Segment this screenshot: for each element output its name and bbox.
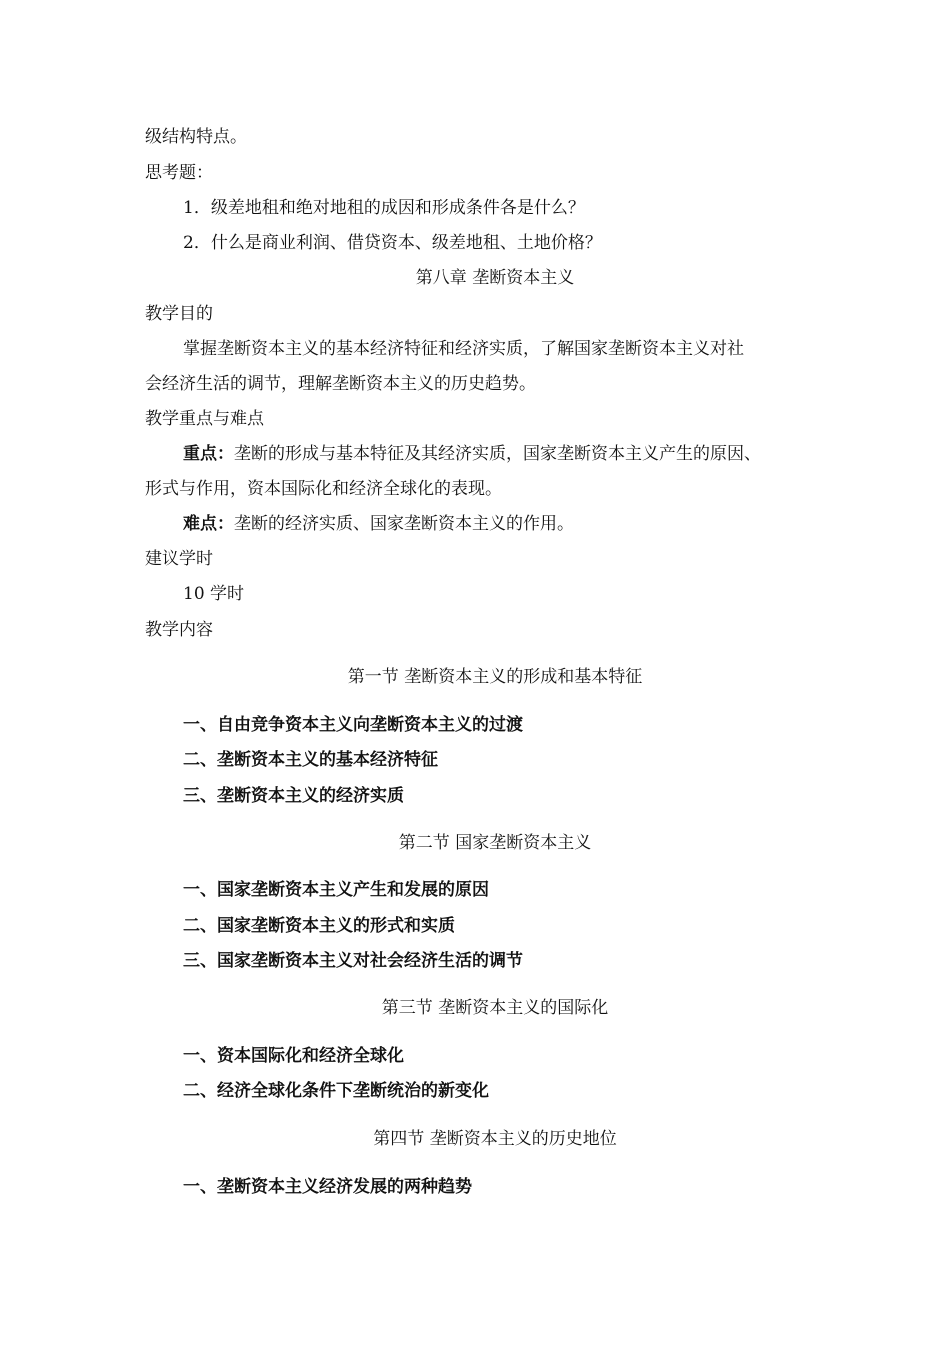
section-title: 第四节 垄断资本主义的历史地位 xyxy=(373,1129,617,1149)
keypoints-heading: 教学重点与难点 xyxy=(145,409,264,429)
section-title: 第一节 垄断资本主义的形成和基本特征 xyxy=(347,667,643,687)
section-item: 一、自由竞争资本主义向垄断资本主义的过渡 xyxy=(183,715,523,735)
key-text: 形式与作用，资本国际化和经济全球化的表现。 xyxy=(145,479,502,499)
objective-heading: 教学目的 xyxy=(145,304,213,324)
question-item: 1．级差地租和绝对地租的成因和形成条件各是什么？ xyxy=(183,198,585,218)
difficult-text: 垄断的经济实质、国家垄断资本主义的作用。 xyxy=(234,514,574,534)
section-item: 三、垄断资本主义的经济实质 xyxy=(183,786,404,806)
question-item: 2．什么是商业利润、借贷资本、级差地租、土地价格？ xyxy=(183,233,602,253)
content-heading: 教学内容 xyxy=(145,620,213,640)
section-item: 一、国家垄断资本主义产生和发展的原因 xyxy=(183,880,489,900)
key-text: 垄断的形成与基本特征及其经济实质，国家垄断资本主义产生的原因、 xyxy=(234,444,761,464)
key-label: 重点： xyxy=(183,444,234,464)
questions-heading: 思考题： xyxy=(145,163,213,183)
section-title: 第三节 垄断资本主义的国际化 xyxy=(381,998,609,1018)
continuation-text: 级结构特点。 xyxy=(145,127,247,147)
key-points-paragraph xyxy=(183,444,761,464)
hours-heading: 建议学时 xyxy=(145,549,213,569)
objective-text: 掌握垄断资本主义的基本经济特征和经济实质，了解国家垄断资本主义对社 xyxy=(183,339,744,359)
section-item: 二、垄断资本主义的基本经济特征 xyxy=(183,750,438,770)
difficult-points-paragraph xyxy=(183,514,574,534)
section-title: 第二节 国家垄断资本主义 xyxy=(398,833,592,853)
section-item: 二、经济全球化条件下垄断统治的新变化 xyxy=(183,1081,489,1101)
difficult-label: 难点： xyxy=(183,514,234,534)
section-item: 一、垄断资本主义经济发展的两种趋势 xyxy=(183,1177,472,1197)
section-item: 二、国家垄断资本主义的形式和实质 xyxy=(183,916,455,936)
section-item: 一、资本国际化和经济全球化 xyxy=(183,1046,404,1066)
hours-value: 10 学时 xyxy=(183,584,245,604)
objective-text: 会经济生活的调节，理解垄断资本主义的历史趋势。 xyxy=(145,374,536,394)
chapter-title: 第八章 垄断资本主义 xyxy=(415,268,575,288)
section-item: 三、国家垄断资本主义对社会经济生活的调节 xyxy=(183,951,523,971)
